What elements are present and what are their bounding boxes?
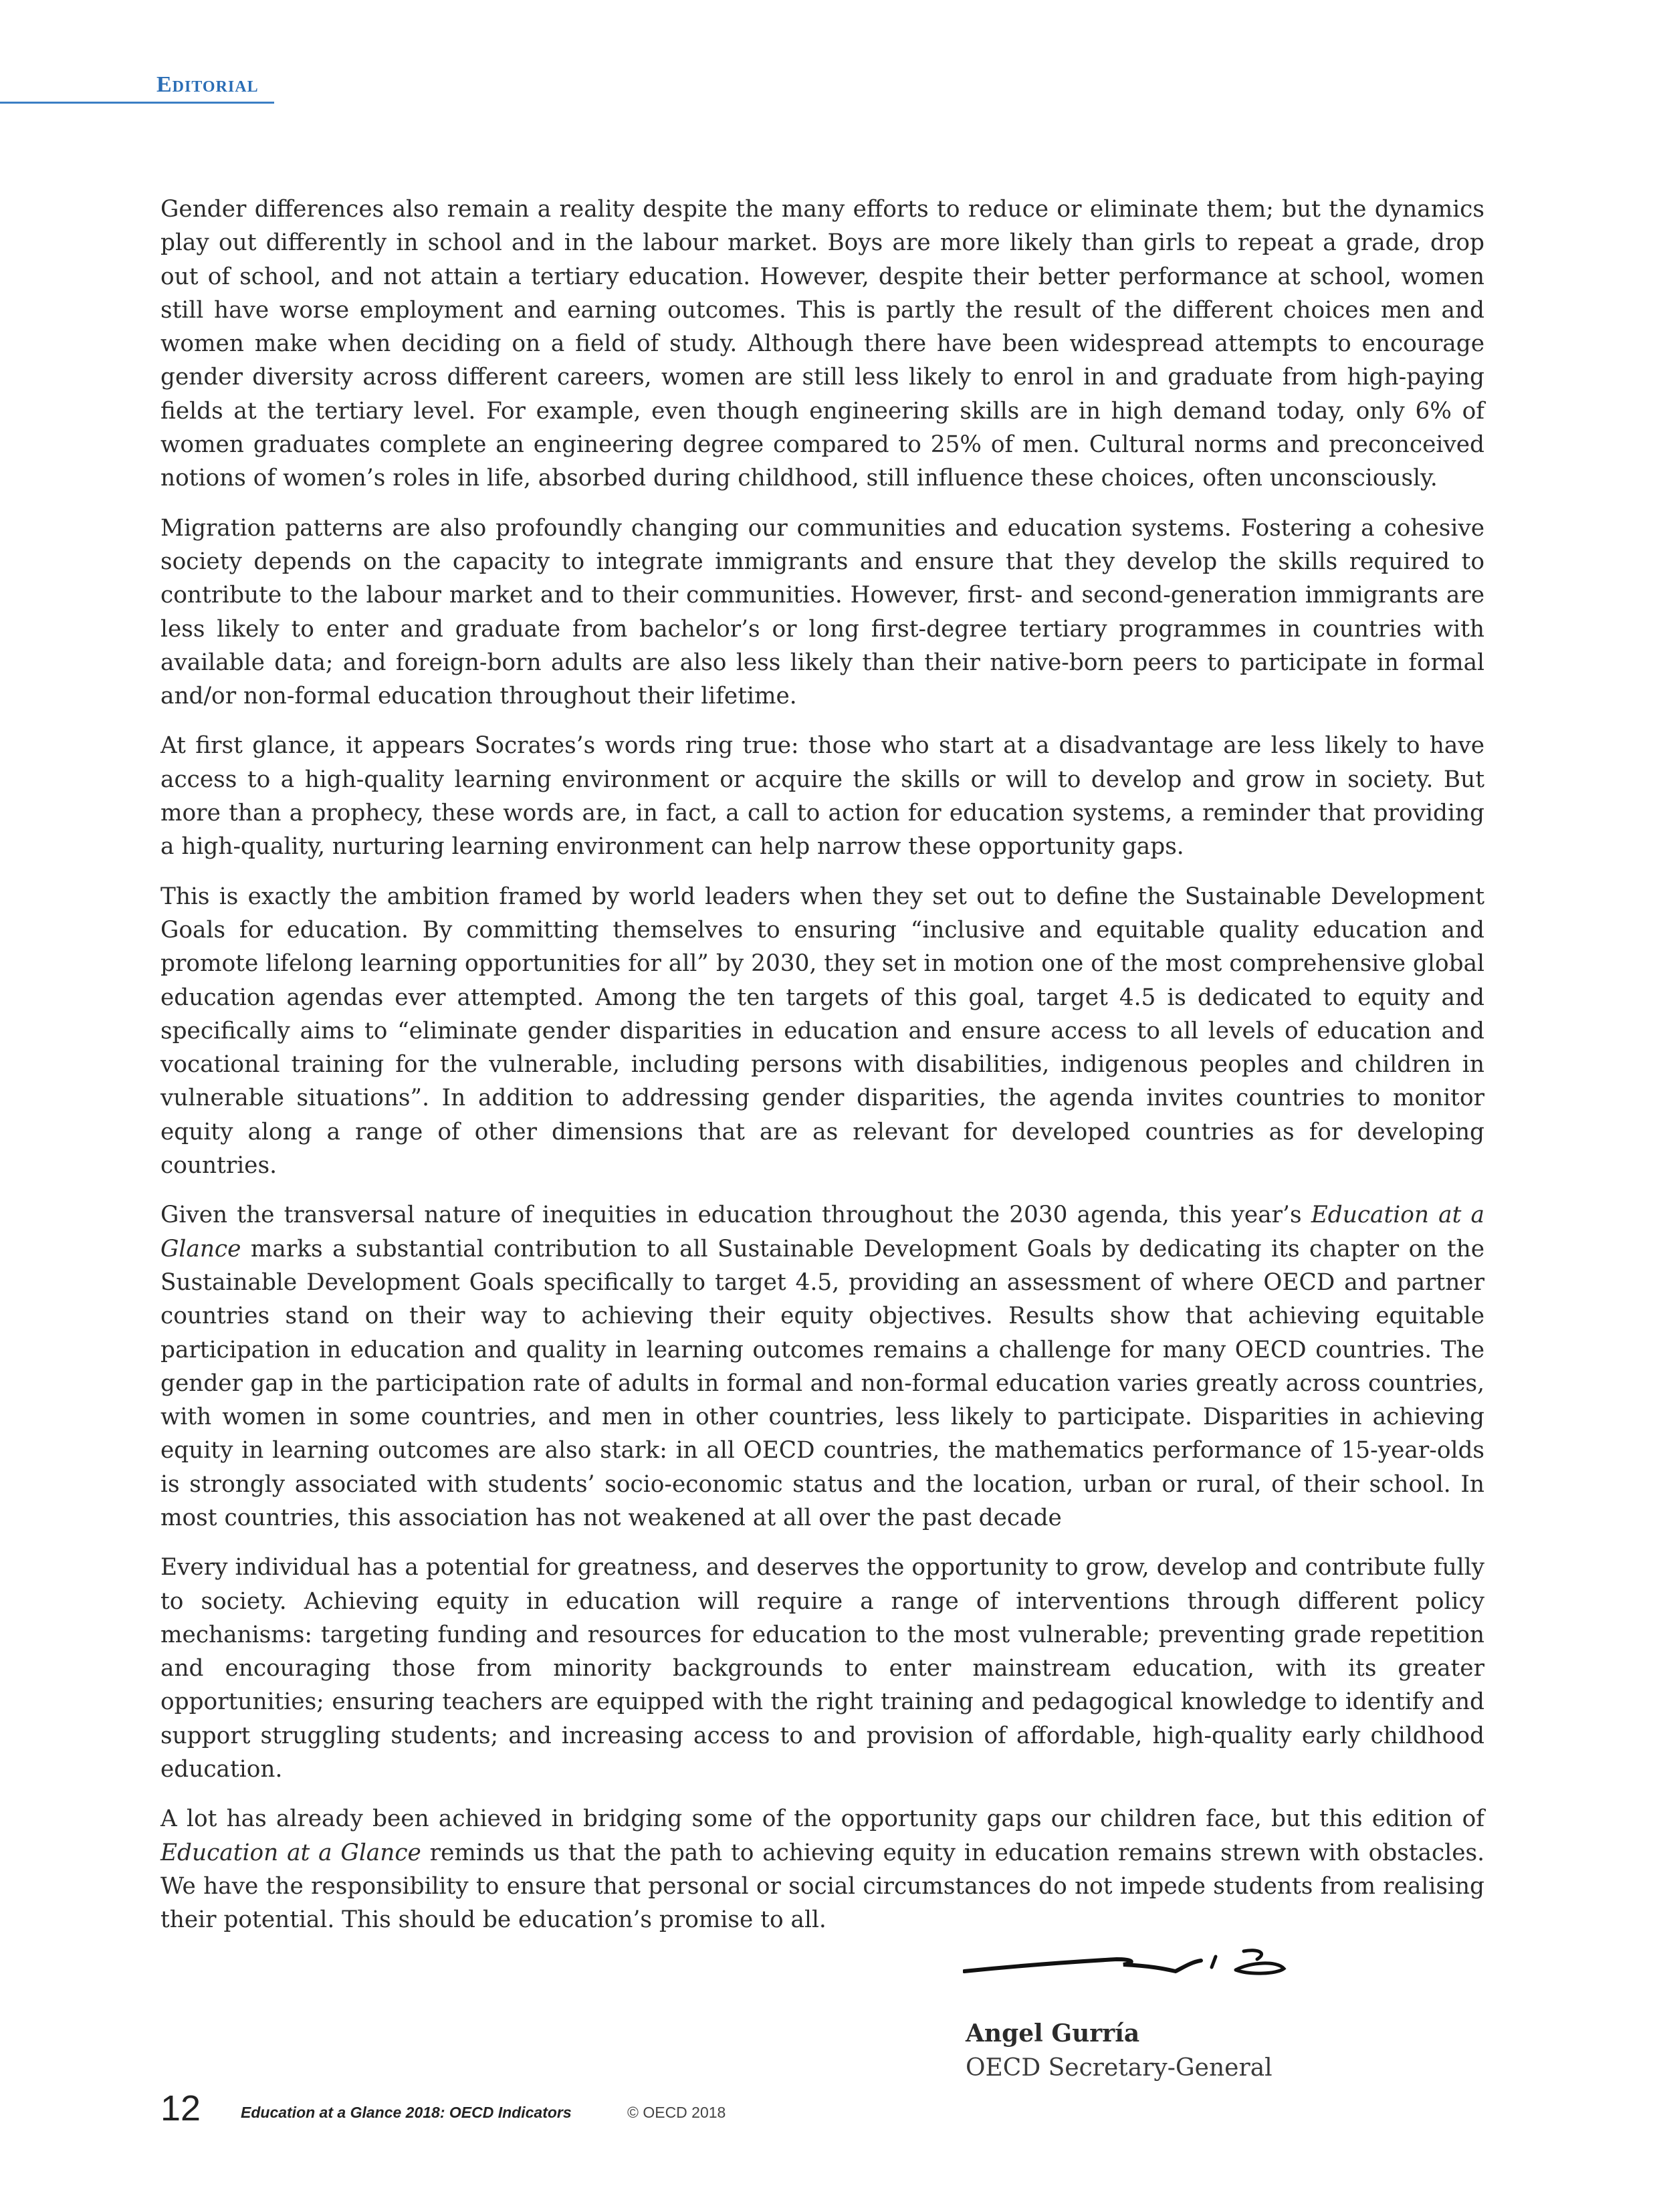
signature-image [963, 1912, 1311, 1993]
publication-title-italic: Education at a Glance [160, 1202, 1484, 1262]
paragraph-5-text-b: marks a substantial contribution to all Sustainable Development Goals by dedicating its chapter on the Sustainable Development Goals specifically to target 4.5, providing an assessment of where OECD and partner countries stand on their way to achieving their equity objectives. Results show that achieving equitable participation in education and quality in learning outcomes remains a challenge for many OECD countries. The gender gap in the participation rate of adults in formal and non-formal education varies greatly across countries, with women in some countries, and men in other countries, less likely to participate. Disparities in achieving equity in learning outcomes are also stark: in all OECD countries, the mathematics performance of 15-year-olds is strongly associated with students’ socio-economic status and the location, urban or rural, of their school. In most countries, this association has not weakened at all over the past decade [160, 1235, 1484, 1531]
footer-publication-title: Education at a Glance 2018: OECD Indicators [241, 2104, 572, 2121]
paragraph-6: Every individual has a potential for greatness, and deserves the opportunity to grow, develop and contribute fully to society. Achieving equity in education will require a range of interventions through different policy mechanisms: targeting funding and resources for education to the most vulnerable; preventing grade repetition and encouraging those from minority backgrounds to enter mainstream education, with its greater opportunities; ensuring teachers are equipped with the right training and pedagogical knowledge to identify and support struggling students; and increasing access to and provision of affordable, high-quality early childhood education. [160, 1554, 1484, 1783]
signatory-title: OECD Secretary-General [966, 2054, 1273, 2082]
paragraph-1: Gender differences also remain a reality despite the many efforts to reduce or eliminate them; but the dynamics play out differently in school and in the labour market. Boys are more likely than girls to repeat a grade, drop out of school, and not attain a tertiary education. However, despite their better performance at school, women still have worse employment and earning outcomes. This is partly the result of the different choices men and women make when deciding on a field of study. Although there have been widespread attempts to encourage gender diversity across different careers, women are still less likely to enrol in and graduate from high-paying fields at the tertiary level. For example, even though engineering skills are in high demand today, only 6% of women graduates complete an engineering degree compared to 25% of men. Cultural norms and preconceived notions of women’s roles in life, absorbed during childhood, still influence these choices, often unconsciously. [160, 196, 1484, 492]
signatory-name: Angel Gurría [966, 2019, 1140, 2048]
paragraph-5 [160, 1198, 1484, 1535]
footer-copyright: © OECD 2018 [627, 2104, 726, 2121]
paragraph-7-text-b: reminds us that the path to achieving equity in education remains strewn with obstacles. We have the responsibility to ensure that personal or social circumstances do not impede students from realising their potential. This should be education’s promise to all. [160, 1839, 1484, 1934]
paragraph-3: At first glance, it appears Socrates’s words ring true: those who start at a disadvantage are less likely to have access to a high-quality learning environment or acquire the skills or will to develop and grow in society. But more than a prophecy, these words are, in fact, a call to action for education systems, a reminder that providing a high-quality, nurturing learning environment can help narrow these opportunity gaps. [160, 732, 1484, 861]
paragraph-4: This is exactly the ambition framed by world leaders when they set out to define the Sustainable Development Goals for education. By committing themselves to ensuring “inclusive and equitable quality education and promote lifelong learning opportunities for all” by 2030, they set in motion one of the most comprehensive global education agendas ever attempted. Among the ten targets of this goal, target 4.5 is dedicated to equity and specifically aims to “eliminate gender disparities in education and ensure access to all levels of education and vocational training for the vulnerable, including persons with disabilities, indigenous peoples and children in vulnerable situations”. In addition to addressing gender disparities, the agenda invites countries to monitor equity along a range of other dimensions that are as relevant for developed countries as for developing countries. [160, 883, 1484, 1180]
publication-title-italic: Education at a Glance [160, 1839, 421, 1866]
paragraph-7-text-a: A lot has already been achieved in bridging some of the opportunity gaps our children face, but this edition of [160, 1805, 1484, 1833]
header-rule [0, 102, 274, 104]
paragraph-2: Migration patterns are also profoundly changing our communities and education systems. Fostering a cohesive society depends on the capacity to integrate immigrants and ensure that they develop the skills required to contribute to the labour market and to their communities. However, first- and second-generation immigrants are less likely to enter and graduate from bachelor’s or long first-degree tertiary programmes in countries with available data; and foreign-born adults are also less likely than their native-born peers to participate in formal and/or non-formal education throughout their lifetime. [160, 514, 1484, 710]
editorial-body [160, 193, 1484, 1953]
paragraph-5-text-a: Given the transversal nature of inequities in education throughout the 2030 agenda, this year’s [160, 1202, 1311, 1229]
page-number: 12 [160, 2088, 201, 2128]
section-label: Editorial [156, 72, 259, 97]
